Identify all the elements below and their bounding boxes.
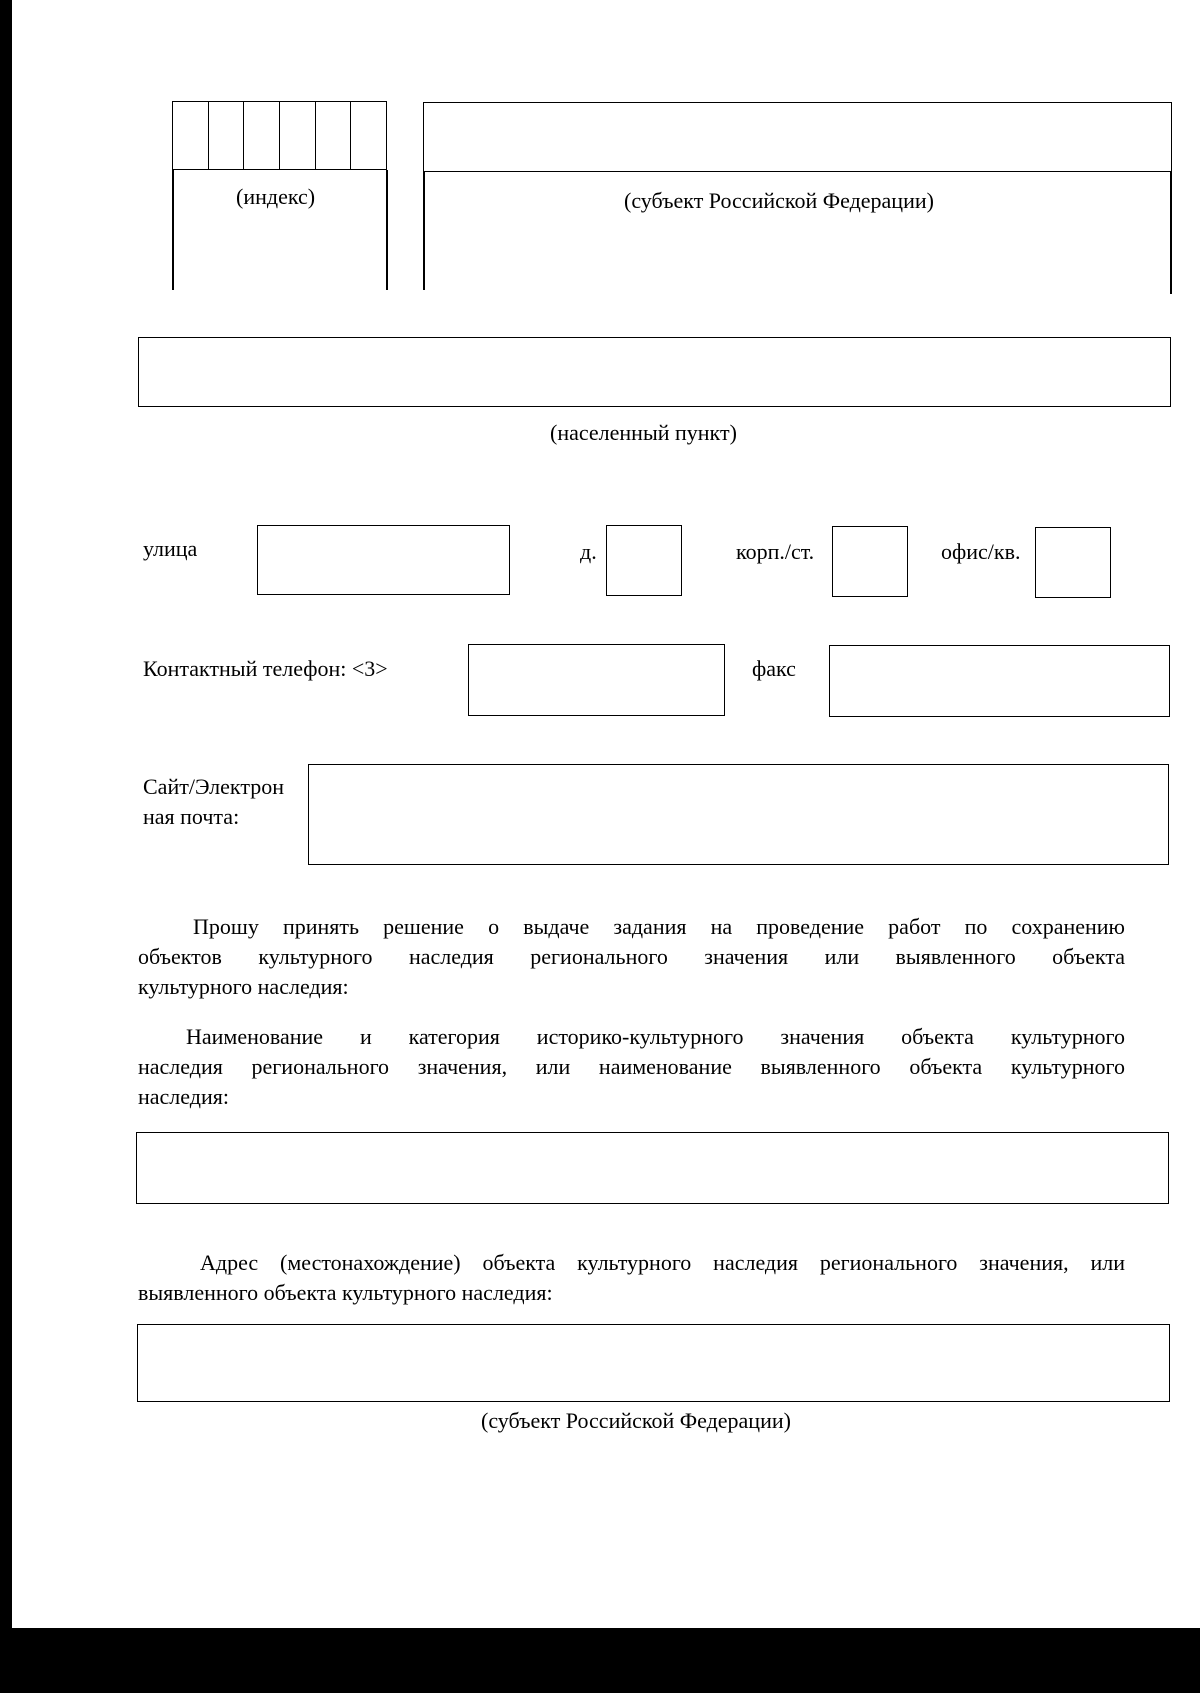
office-label: офис/кв. <box>941 539 1021 564</box>
house-input[interactable] <box>606 525 682 596</box>
object-name-line-3: наследия: <box>138 1084 229 1109</box>
object-address-input[interactable] <box>137 1324 1170 1402</box>
office-input[interactable] <box>1035 527 1111 598</box>
phone-label: Контактный телефон: <3> <box>143 656 388 681</box>
index-digit-cell[interactable] <box>244 102 280 169</box>
scan-border-left <box>0 0 12 1693</box>
street-input[interactable] <box>257 525 510 595</box>
building-input[interactable] <box>832 526 908 597</box>
request-line-3: культурного наследия: <box>138 974 349 999</box>
subject-label: (субъект Российской Федерации) <box>624 188 934 213</box>
fax-label: факс <box>752 656 796 681</box>
postal-index-input[interactable] <box>172 101 387 170</box>
subject-input[interactable] <box>423 102 1172 172</box>
object-address-paragraph <box>138 1248 1125 1308</box>
index-digit-cell[interactable] <box>316 102 352 169</box>
object-name-line-1: Наименование и категория историко-культурного значения объекта культурного <box>186 1024 1125 1049</box>
index-digit-cell[interactable] <box>280 102 316 169</box>
index-frame-left <box>172 170 174 290</box>
website-email-input[interactable] <box>308 764 1169 865</box>
scan-border-bottom <box>0 1628 1200 1693</box>
index-digit-cell[interactable] <box>173 102 209 169</box>
website-label-line1: Сайт/Электрон <box>143 774 284 799</box>
fax-input[interactable] <box>829 645 1170 717</box>
website-label-line2: ная почта: <box>143 804 240 829</box>
subject-frame-left <box>423 172 425 290</box>
index-digit-cell[interactable] <box>351 102 386 169</box>
object-address-line-2: выявленного объекта культурного наследия: <box>138 1280 553 1305</box>
request-line-1: Прошу принять решение о выдаче задания на проведение работ по сохранению <box>193 914 1125 939</box>
object-address-line-1: Адрес (местонахождение) объекта культурного наследия регионального значения, или <box>200 1250 1125 1275</box>
subject-frame-right <box>1170 172 1172 294</box>
index-label: (индекс) <box>236 184 316 209</box>
request-paragraph <box>138 912 1125 1002</box>
object-name-paragraph <box>138 1022 1125 1112</box>
locality-label: (населенный пункт) <box>550 420 737 445</box>
object-name-input[interactable] <box>136 1132 1169 1204</box>
index-digit-cell[interactable] <box>209 102 245 169</box>
index-frame-right <box>386 170 388 290</box>
object-address-subject-label: (субъект Российской Федерации) <box>481 1408 791 1433</box>
locality-input[interactable] <box>138 337 1171 407</box>
building-label: корп./ст. <box>736 539 815 564</box>
request-line-2: объектов культурного наследия регионального значения или выявленного объекта <box>138 944 1125 969</box>
house-label: д. <box>580 539 597 564</box>
phone-input[interactable] <box>468 644 725 716</box>
object-name-line-2: наследия регионального значения, или наименование выявленного объекта культурного <box>138 1054 1125 1079</box>
street-label: улица <box>143 536 198 561</box>
